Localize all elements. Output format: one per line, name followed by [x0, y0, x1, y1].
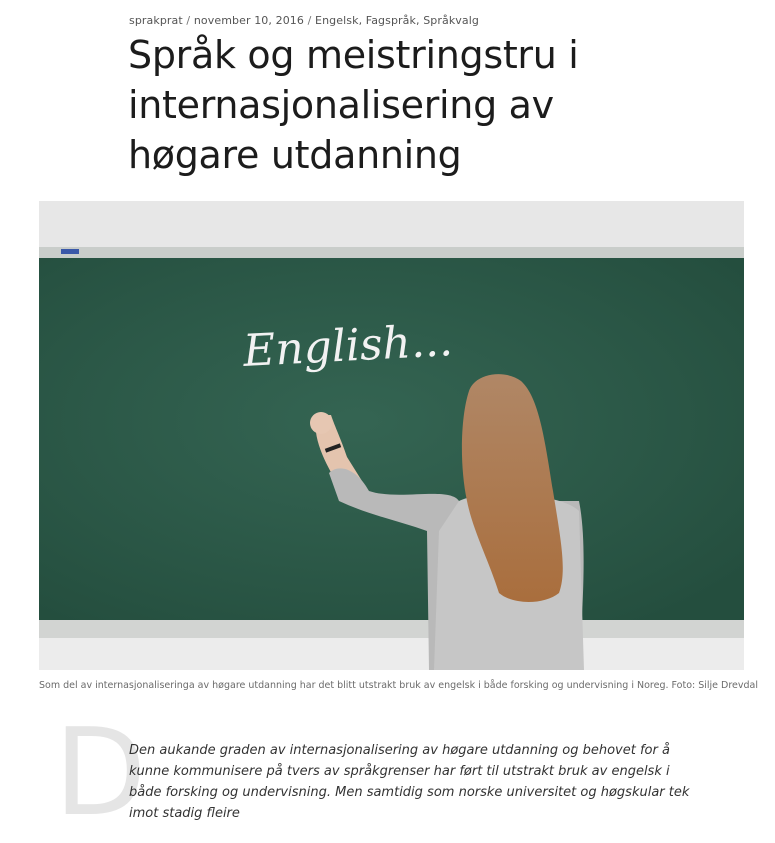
category-link-engelsk[interactable]: Engelsk: [315, 14, 359, 27]
post-date: november 10, 2016: [193, 14, 304, 27]
meta-separator: /: [186, 14, 191, 27]
image-caption: Som del av internasjonaliseringa av høgare utdanning har det blitt utstrakt bruk av engelsk i både forsking og undervisning i Noreg. Foto: Silje Drevdal: [39, 680, 759, 691]
post-title: Språk og meistringstru i internasjonalisering av høgare utdanning: [128, 33, 579, 177]
post-meta: sprakprat / november 10, 2016 / Engelsk, Fagspråk, Språkvalg: [129, 14, 479, 27]
article-lead-paragraph: Den aukande graden av internasjonalisering av høgare utdanning og behovet for å kunne kommunisere på tvers av språkgrenser har ført til utstrakt bruk av engelsk i både forsking og undervisning. Men samtidig som norske universitet og høgskular tek imot stadig fleire: [129, 743, 690, 821]
chalk-writing: English...: [241, 315, 454, 377]
author-link[interactable]: sprakprat: [129, 14, 183, 27]
category-link-sprakvalg[interactable]: Språkvalg: [423, 14, 479, 27]
featured-image: [39, 201, 744, 670]
chalkboard-photo: [39, 201, 744, 670]
dropcap-letter: D: [54, 704, 147, 843]
category-link-fagsprak[interactable]: Fagspråk: [365, 14, 416, 27]
meta-separator: /: [307, 14, 312, 27]
